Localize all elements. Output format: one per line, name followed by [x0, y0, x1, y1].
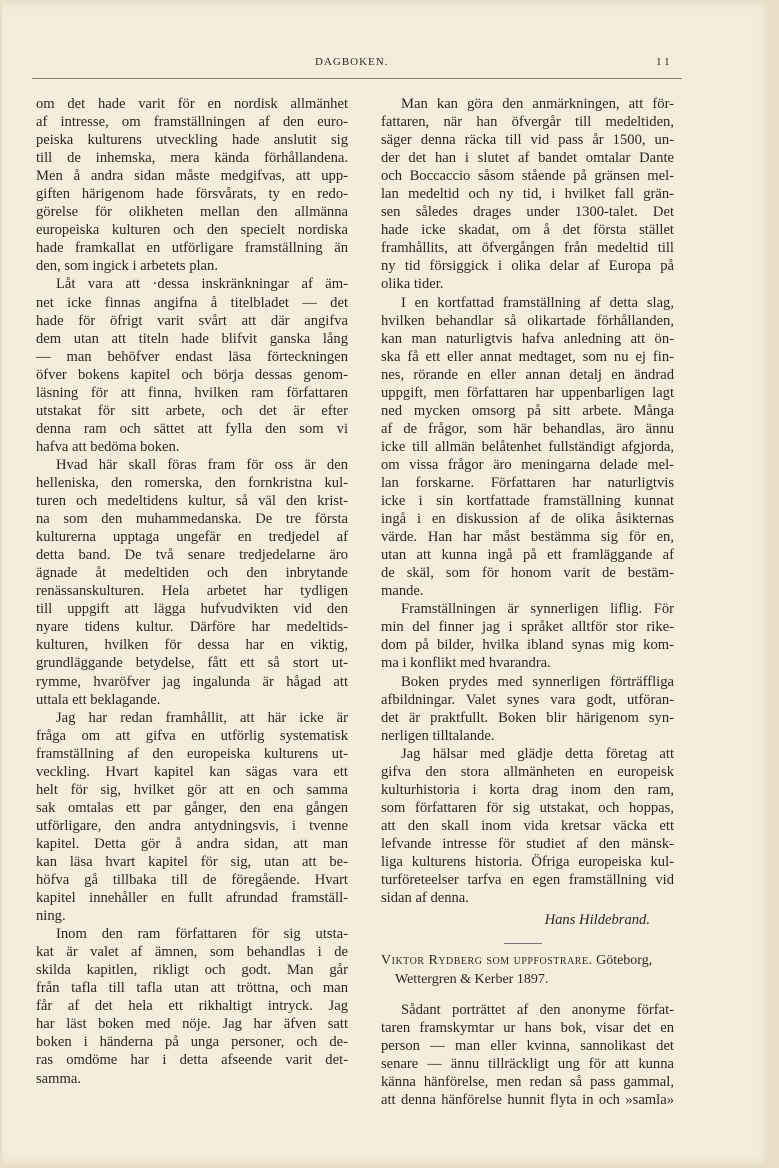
text-line: samma. [36, 1070, 81, 1087]
text-line: Sådant porträttet af den anonyme förfat- [401, 1002, 674, 1019]
running-header: DAGBOKEN. [315, 56, 389, 68]
paragraph [36, 709, 348, 926]
text-line: görelse för olikheten mellan den allmänna [36, 204, 348, 221]
text-line: utstakat för sitt arbete, och det är efter [36, 402, 348, 419]
text-line: får af det hela ett rikhaltigt intryck. Jag [36, 998, 348, 1015]
text-line: Jag har redan framhållit, att här icke är [56, 709, 348, 726]
text-line: giften härigenom hade försvårats, ty en redo- [36, 186, 348, 203]
text-line: hafva att bedöma boken. [36, 438, 180, 455]
text-line: icke till allmän belåtenhet fullständigt afgjorda, [381, 438, 674, 455]
text-line: det är praktfullt. Boken blir härigenom syn- [381, 709, 674, 726]
text-line: de skäl, som för honom varit de bestäm- [381, 565, 674, 582]
text-line: har läst boken med nöje. Jag har äfven satt [36, 1016, 348, 1033]
header-rule [32, 78, 682, 79]
review-title: Viktor Rydberg som uppfostrare. [381, 953, 593, 969]
text-line: kan man naturligtvis hafva anledning att ön- [381, 330, 674, 347]
text-line: senare — ännu tillräckligt ung för att kunna [381, 1056, 674, 1073]
text-line: hade icke skadat, om å det första stället [381, 222, 674, 239]
page-number: 11 [656, 56, 673, 68]
text-line: säger denna räcka till vid pass år 1500, un- [381, 132, 674, 149]
text-line: och Boccaccio såsom stående på gränsen mel- [381, 168, 674, 185]
text-line: kulturen, hvilken för dessa har en viktig, [36, 637, 348, 654]
text-line: fattaren, när han öfvergår till medeltiden, [381, 114, 674, 131]
text-line: utförligare, den andra antydningsvis, i tvenne [36, 817, 348, 834]
text-line: grundläggande betydelse, fått ett så stort ut- [36, 655, 348, 672]
text-line: höfva gå tillbaka till de föregående. Hvart [36, 872, 348, 889]
text-line: fråga om att gifva en utförlig systematisk [36, 727, 348, 744]
text-line: turföreteelser tarfva en egen framställning vid [381, 872, 674, 889]
text-line: Jag hälsar med glädje detta företag att [401, 745, 674, 762]
text-line: kat är valet af ämnen, som behandlas i de [36, 944, 348, 961]
paragraph [381, 600, 674, 672]
text-line: — man behöfver endast läsa förteckningen [36, 348, 348, 365]
text-line: kapitel innehåller en fullt afrundad framställ- [36, 890, 348, 907]
text-line: der det han i slutet af bandet omtalar Dante [381, 150, 674, 167]
text-line: lan forskarne. Författaren har naturligtvis [381, 474, 674, 491]
text-line: kan läsa hvart kapitel för sig, utan att be- [36, 853, 348, 870]
right-column [381, 95, 674, 1109]
text-line: mande. [381, 583, 424, 600]
text-line: na som den muhammedanska. De tre första [36, 511, 348, 528]
text-line: olika tider. [381, 276, 444, 293]
text-line: boken i händerna på unga personer, och de- [36, 1034, 348, 1051]
text-line: kapitel. Detta gör å andra sidan, att man [36, 835, 348, 852]
text-line: lefvande intresse för studiet af den mänsk- [381, 835, 674, 852]
paragraph [381, 294, 674, 601]
text-line: hade framkallat en utförligare framställning än [36, 240, 348, 257]
text-line: Inom den ram författaren för sig utsta- [56, 926, 348, 943]
paragraph [36, 275, 348, 455]
review-citation [381, 951, 674, 970]
text-line: ägnade åt medeltiden och den inbrytande [36, 565, 348, 582]
text-line: europeiska kulturen och den specielt nordiska [36, 222, 348, 239]
text-line: framhållits, att öfvergången från medeltid till [381, 240, 674, 257]
text-line: ning. [36, 908, 66, 925]
text-line: af de frågor, som här behandlas, äro ännu [381, 420, 674, 437]
text-line: till de inhemska, mera kända förhållandena. [36, 150, 348, 167]
text-line: framställning af den europeiska kulturens ut- [36, 745, 348, 762]
text-line: sidan af denna. [381, 890, 469, 907]
text-line: hvilken behandlar så olikartade förhållanden, [381, 312, 674, 329]
text-line: af intresse, om framställningen af den euro- [36, 114, 348, 131]
review-rydberg [381, 1001, 674, 1109]
text-line: till uppgift att lägga hufvudvikten vid den [36, 601, 348, 618]
text-line: I en kortfattad framställning af detta slag, [401, 294, 674, 311]
text-line: afbildningar. Valet synes vara godt, utföran- [381, 691, 674, 708]
left-column [36, 95, 348, 1088]
text-line: kulturhistoria i korta drag inom den ram, [381, 781, 674, 798]
text-line: kulturerna upptaga ungefär en tredjedel af [36, 529, 348, 546]
text-line: uttala ett beklagande. [36, 691, 161, 708]
text-line: nerligen tilltalande. [381, 727, 495, 744]
paragraph [36, 456, 348, 709]
text-line: ned mycken omsorg på sitt arbete. Många [381, 402, 674, 419]
text-line: denna ram och sättet att fylla den som vi [36, 420, 348, 437]
document-page [2, 2, 772, 1164]
text-line: öfver bokens kapitel och börja dessas genom- [36, 366, 348, 383]
text-line: Man kan göra den anmärkningen, att för- [401, 96, 674, 112]
text-line: dom på bilder, hvilka ibland synas mig kom- [381, 637, 674, 654]
text-line: värde. Han har måst bestämma sig för en, [381, 529, 674, 546]
text-line: veckling. Hvart kapitel kan sägas vara ett [36, 763, 348, 780]
text-line: lan medeltid och ny tid, i hvilket fall grän- [381, 186, 674, 203]
paragraph [381, 1001, 674, 1109]
section-divider [504, 943, 542, 944]
signature: Hans Hildebrand. [544, 912, 650, 929]
text-line: Låt vara att ·dessa inskränkningar af äm- [56, 276, 348, 293]
text-line: ska få ett eller annat medtaget, som nu ej fin- [381, 348, 674, 365]
text-line: läsning för att finna, hvilken ram författaren [36, 384, 348, 401]
text-line: ingå i en diskussion af de olika åsikternas [381, 511, 674, 528]
text-line: känna hänförelse, men redan så pass gammal, [381, 1074, 674, 1091]
text-line: helleniska, den romerska, den fornkristna kul- [36, 474, 348, 491]
text-line: ma i konflikt med hvarandra. [381, 655, 551, 672]
text-line: ny tid försiggick i olika delar af Europa på [381, 258, 674, 275]
text-line: net icke finnas angifna å titelbladet — det [36, 294, 348, 311]
text-line: sen således drages under 1300-talet. Det [381, 204, 674, 221]
text-line: Boken prydes med synnerligen förträffliga [401, 673, 674, 690]
text-line: den, som ingick i arbetets plan. [36, 258, 218, 275]
text-line: hade för öfrigt varit svårt att där angifva [36, 312, 348, 329]
text-line: turen och medeltidens kultur, så väl den krist- [36, 493, 348, 510]
review-place: Göteborg, [596, 953, 653, 969]
text-line: person — man eller kvinna, sannolikast det [381, 1038, 674, 1055]
text-line: min del finner jag i språket alltför stor rike- [381, 619, 674, 636]
text-line: renässanskulturen. Hela arbetet har tydligen [36, 583, 348, 600]
text-line: dem utan att titeln hade blifvit ganska lång [36, 330, 348, 347]
text-line: ras omdöme har i detta afseende varit det- [36, 1052, 348, 1069]
text-line: skilda kapitlen, rikligt och godt. Man går [36, 962, 348, 979]
text-line: uppgift, men författaren har uppenbarligen lagt [381, 384, 674, 401]
text-line: om det hade varit för en nordisk allmänhet [36, 96, 348, 112]
text-line: att denna hänförelse hunnit flyta in och »samla» [381, 1092, 674, 1109]
paragraph [381, 95, 674, 294]
text-line: icke i sin kortfattade framställning kunnat [381, 493, 674, 510]
review-hildebrand [381, 95, 674, 907]
text-line: som författaren för sig utstakat, och hoppas, [381, 799, 674, 816]
text-line: från tafla till tafla utan att tröttna, och man [36, 980, 348, 997]
text-line: nyare tidens kultur. Därföre har medeltids- [36, 619, 348, 636]
text-line: helt för sig, hvilket gör att en och samma [36, 781, 348, 798]
text-line: Framställningen är synnerligen liflig. För [401, 601, 674, 618]
review-publisher: Wettergren & Kerber 1897. [395, 972, 549, 988]
paragraph [381, 745, 674, 907]
paragraph [381, 673, 674, 745]
text-line: peiska kulturens utveckling hade anslutit sig [36, 132, 348, 149]
paragraph [36, 95, 348, 275]
text-line: utan att kunna ingå på ett framläggande af [381, 547, 674, 564]
text-line: Men å andra sidan måste medgifvas, att upp- [36, 168, 348, 185]
text-line: sak omtalas ett par gånger, den ena gången [36, 799, 348, 816]
text-line: om vissa frågor äro meningarna delade mel- [381, 456, 674, 473]
text-line: nes, rörande en eller annan detalj en ändrad [381, 366, 674, 383]
text-line: att den skall inom vida kretsar väcka ett [381, 817, 674, 834]
text-line: gifva den stora allmänheten en europeisk [381, 763, 674, 780]
text-line: Hvad här skall föras fram för oss är den [56, 456, 348, 473]
text-line: detta band. De två senare tredjedelarne äro [36, 547, 348, 564]
paragraph [36, 925, 348, 1087]
text-line: rymme, hvaröfver jag ingalunda är hågad att [36, 673, 348, 690]
text-line: liga kulturens historia. Öfriga europeiska kul- [381, 853, 674, 870]
text-line: taren framskymtar ur hans bok, visar det en [381, 1020, 674, 1037]
